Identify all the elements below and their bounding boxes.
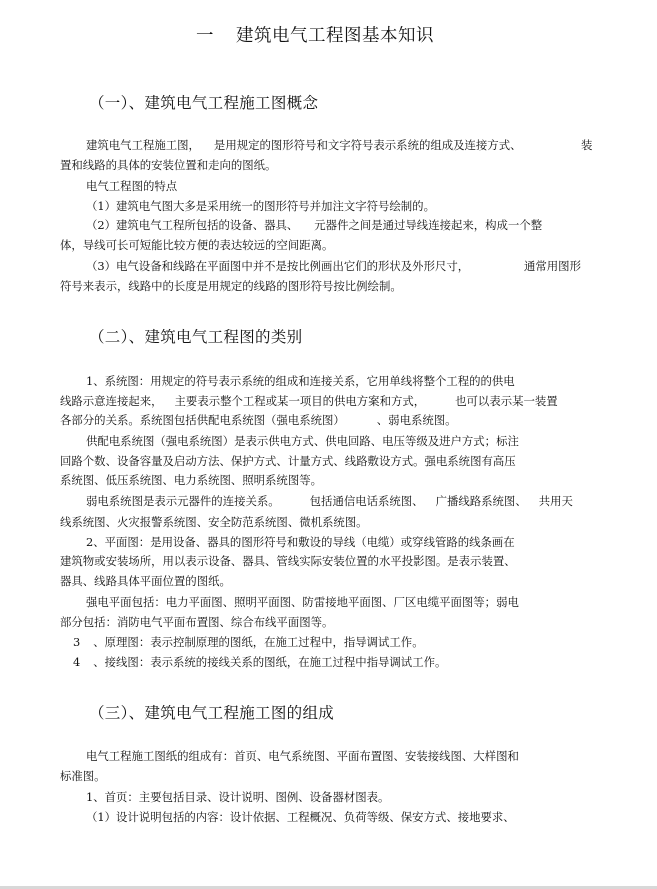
paragraph-line: 部分包括：消防电气平面布置图、综合布线平面图等。 — [60, 615, 334, 629]
text-run: 、接线图：表示系统的接线关系的图纸，在施工过程中指导调试工作。 — [93, 655, 447, 669]
text-run: 、弱电系统图。 — [376, 413, 457, 427]
paragraph-line: 供配电系统图（强电系统图）是表示供电方式、供电回路、电压等级及进户方式；标注 — [86, 434, 519, 448]
paragraph-line: 电气工程施工图纸的组成有：首页、电气系统图、平面布置图、安装接线图、大样图和 — [86, 749, 519, 763]
paragraph-line — [86, 217, 542, 233]
paragraph-line: 回路个数、设备容量及启动方法、保护方式、计量方式、线路敷设方式。强电系统图有高压 — [60, 454, 516, 468]
paragraph-line — [73, 654, 446, 670]
text-run: 、原理图：表示控制原理的图纸，在施工过程中，指导调试工作。 — [93, 635, 424, 649]
paragraph-line: 装 — [581, 138, 593, 152]
paragraph-line: 系统图、低压系统图、电力系统图、照明系统图等。 — [60, 473, 322, 487]
paragraph-line: 符号来表示，线路中的长度是用规定的线路的图形符号按比例绘制。 — [60, 279, 402, 293]
paragraph-line: （1）设计说明包括的内容：设计依据、工程概况、负荷等级、保安方式、接地要求、 — [86, 810, 515, 824]
paragraph-line: 线系统图、火灾报警系统图、安全防范系统图、微机系统图。 — [60, 515, 368, 529]
paragraph-line — [60, 412, 457, 428]
text-run: 弱电系统图是表示元器件的连接关系。 — [86, 494, 280, 508]
text-run: 建筑电气工程施工图， — [86, 138, 200, 152]
paragraph-line: 建筑物或安装场所，用以表示设备、器具、管线实际安装位置的水平投影图。是表示装置、 — [60, 554, 516, 568]
text-run: 主要表示整个工程或某一项目的供电方案和方式， — [174, 394, 426, 408]
text-run: 也可以表示某一装置 — [455, 394, 558, 408]
section-heading-3: （三）、建筑电气工程施工图的组成 — [89, 704, 335, 722]
paragraph-line: 体，导线可长可短能比较方便的表达较远的空间距离。 — [60, 238, 334, 252]
paragraph-line: 1、系统图：用规定的符号表示系统的组成和连接关系，它用单线将整个工程的的供电 — [86, 374, 515, 388]
paragraph-line — [73, 634, 424, 650]
text-run: （2）建筑电气工程所包括的设备、器具、 — [86, 218, 299, 232]
paragraph-line: 1、首页：主要包括目录、设计说明、图例、设备器材图表。 — [86, 790, 390, 804]
paragraph-line: 标准图。 — [60, 769, 106, 783]
paragraph-line — [86, 137, 521, 153]
text-run: 各部分的关系。系统图包括供配电系统图（强电系统图） — [60, 413, 345, 427]
paragraph-line: 通常用图形 — [524, 259, 581, 273]
text-run: 元器件之间是通过导线连接起来，构成一个整 — [314, 218, 543, 232]
paragraph-line: 器具、线路具体平面位置的图纸。 — [60, 574, 231, 588]
text-run: 广播线路系统图、 — [435, 494, 527, 508]
paragraph-line — [60, 393, 558, 409]
text-run: 是用规定的图形符号和文字符号表示系统的组成及连接方式、 — [213, 138, 522, 152]
text-run: 4 — [73, 655, 81, 669]
document-title — [196, 22, 434, 47]
section-heading-1: （一）、建筑电气工程施工图概念 — [89, 94, 319, 112]
text-run: 线路示意连接起来， — [60, 394, 163, 408]
paragraph-line: （3）电气设备和线路在平面图中并不是按比例画出它们的形状及外形尺寸， — [86, 259, 470, 273]
text-run: 共用天 — [538, 494, 573, 508]
paragraph-line: 电气工程图的特点 — [86, 179, 178, 193]
paragraph-line: 2、平面图：是用设备、器具的图形符号和敷设的导线（电缆）或穿线管路的线条画在 — [86, 535, 515, 549]
paragraph-line: 置和线路的具体的安装位置和走向的图纸。 — [60, 158, 277, 172]
paragraph-line — [86, 493, 573, 509]
chapter-title: 建筑电气工程图基本知识 — [236, 26, 434, 46]
paragraph-line: （1）建筑电气图大多是采用统一的图形符号并加注文字符号绘制的。 — [86, 199, 435, 213]
chapter-number: 一 — [196, 26, 214, 46]
section-heading-2: （二）、建筑电气工程图的类别 — [89, 328, 303, 346]
text-run: 3 — [73, 635, 81, 649]
paragraph-line: 强电平面包括：电力平面图、照明平面图、防雷接地平面图、厂区电缆平面图等；弱电 — [86, 595, 519, 609]
text-run: 包括通信电话系统图、 — [309, 494, 424, 508]
